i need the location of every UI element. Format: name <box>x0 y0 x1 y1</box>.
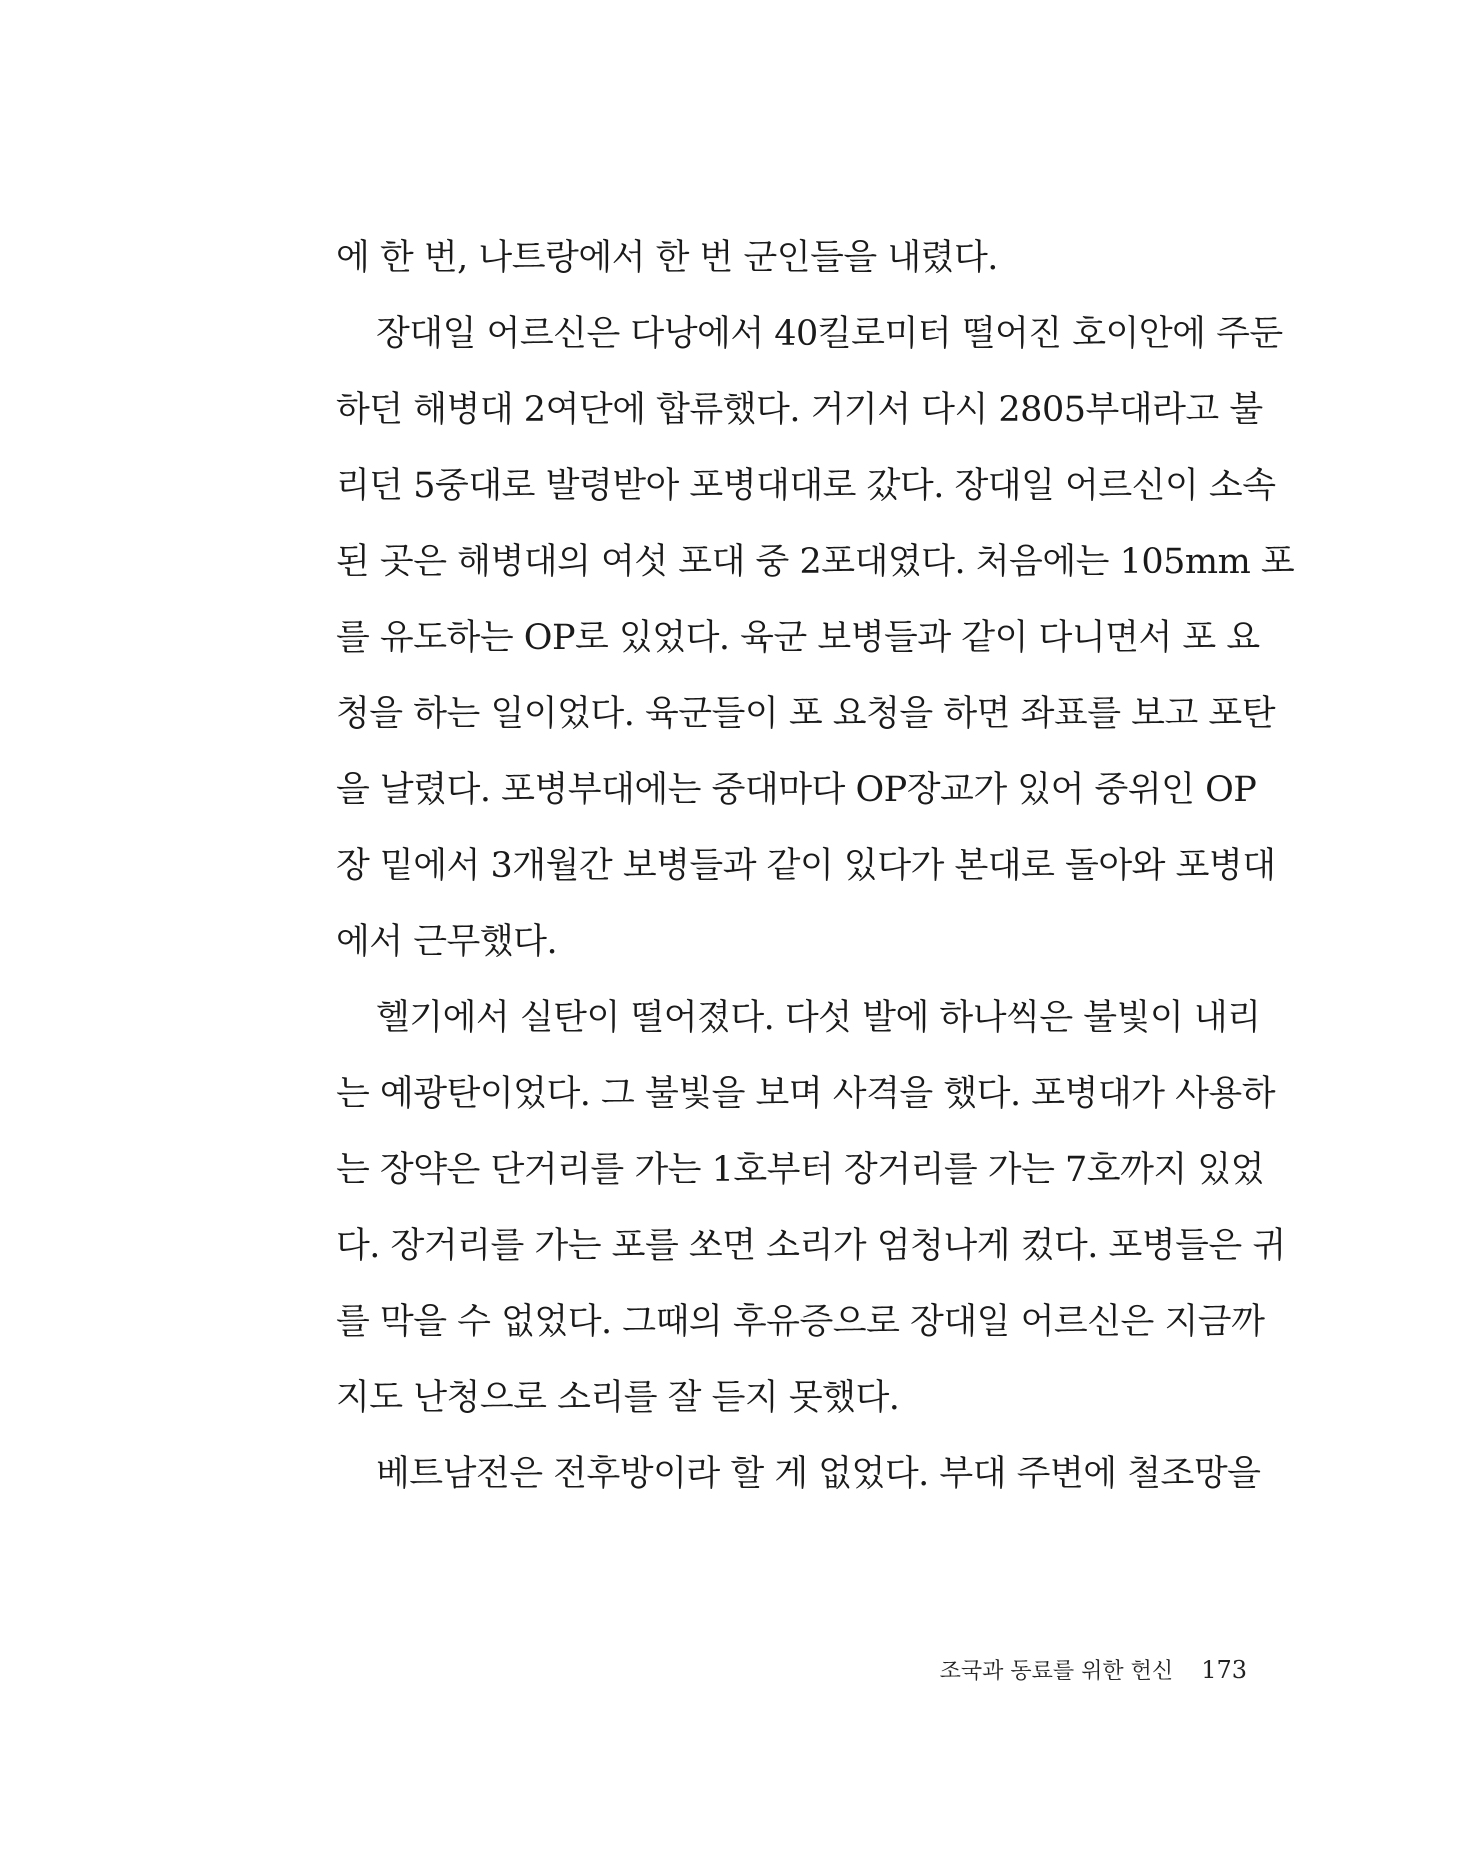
text-line: 를 막을 수 없었다. 그때의 후유증으로 장대일 어르신은 지금까 <box>336 1302 1265 1342</box>
text-line: 지도 난청으로 소리를 잘 듣지 못했다. <box>336 1378 900 1418</box>
page-footer <box>940 1650 1247 1690</box>
text-line: 장대일 어르신은 다낭에서 40킬로미터 떨어진 호이안에 주둔 <box>376 314 1283 354</box>
running-title: 조국과 동료를 위한 헌신 <box>939 1659 1174 1684</box>
text-line: 청을 하는 일이었다. 육군들이 포 요청을 하면 좌표를 보고 포탄 <box>336 694 1276 734</box>
text-line: 리던 5중대로 발령받아 포병대대로 갔다. 장대일 어르신이 소속 <box>336 466 1276 506</box>
text-line: 에 한 번, 나트랑에서 한 번 군인들을 내렸다. <box>336 238 998 278</box>
text-line: 를 유도하는 OP로 있었다. 육군 보병들과 같이 다니면서 포 요 <box>336 618 1260 658</box>
text-line: 된 곳은 해병대의 여섯 포대 중 2포대였다. 처음에는 105mm 포 <box>336 542 1295 582</box>
text-line: 베트남전은 전후방이라 할 게 없었다. 부대 주변에 철조망을 <box>376 1454 1261 1494</box>
body-text <box>336 220 1295 1512</box>
text-line: 는 장약은 단거리를 가는 1호부터 장거리를 가는 7호까지 있었 <box>336 1150 1264 1190</box>
text-line: 을 날렸다. 포병부대에는 중대마다 OP장교가 있어 중위인 OP <box>336 770 1257 810</box>
text-line: 하던 해병대 2여단에 합류했다. 거기서 다시 2805부대라고 불 <box>336 390 1263 430</box>
text-line: 는 예광탄이었다. 그 불빛을 보며 사격을 했다. 포병대가 사용하 <box>336 1074 1276 1114</box>
page-number: 173 <box>1201 1656 1247 1684</box>
text-line: 다. 장거리를 가는 포를 쏘면 소리가 엄청나게 컸다. 포병들은 귀 <box>336 1226 1286 1266</box>
text-line: 헬기에서 실탄이 떨어졌다. 다섯 발에 하나씩은 불빛이 내리 <box>376 998 1261 1038</box>
text-line: 장 밑에서 3개월간 보병들과 같이 있다가 본대로 돌아와 포병대 <box>336 846 1276 886</box>
text-line: 에서 근무했다. <box>336 922 558 962</box>
